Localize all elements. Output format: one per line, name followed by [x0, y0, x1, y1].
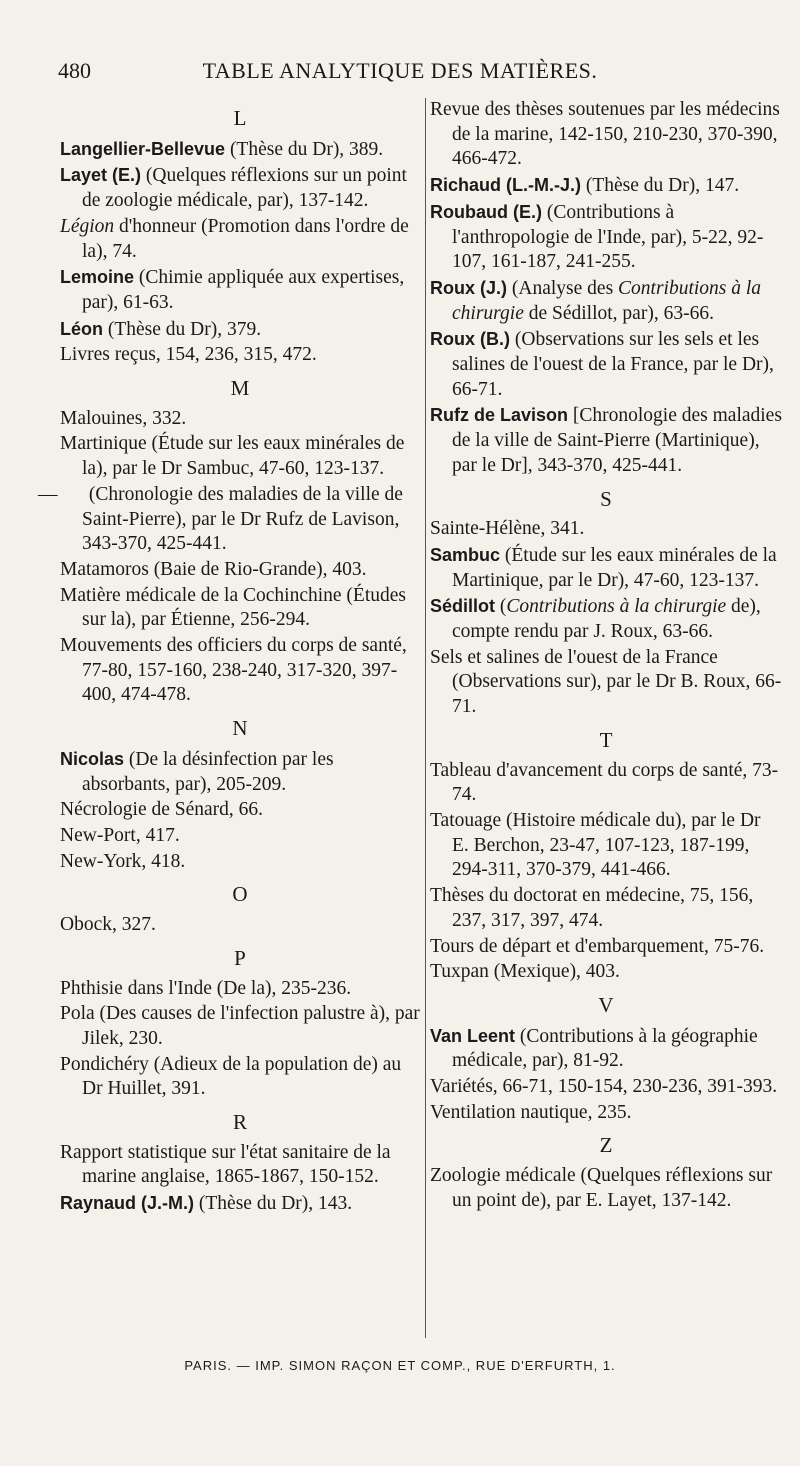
entry-italic-title: Contributions à la chirurgie	[452, 277, 762, 324]
index-entry: New-Port, 417.	[60, 824, 180, 846]
entry-text: (Thèse du Dr), 143.	[194, 1193, 353, 1215]
index-entry: Zoologie médicale (Quelques réflexions sur un point de), par E. Layet, 137-142.	[430, 1165, 773, 1211]
entry-headword: Roux (B.)	[430, 329, 510, 350]
ditto-dash: —	[38, 483, 58, 505]
index-entry: Tatouage (Histoire médicale du), par le Dr E. Berchon, 23-47, 107-123, 187-199, 294-311, 370-379, 441-466.	[430, 809, 761, 881]
entry-text: (Étude sur les eaux minérales de la Martinique, par le Dr), 47-60, 123-137.	[452, 544, 777, 591]
index-entry	[430, 200, 782, 275]
entry-headword: Langellier-Bellevue	[60, 138, 226, 159]
running-head: TABLE ANALYTIQUE DES MATIÈRES.	[202, 58, 598, 83]
entry-headword: Richaud (L.-M.-J.)	[430, 175, 581, 196]
index-entry	[430, 543, 782, 593]
section-letter-r: R	[232, 1110, 247, 1135]
entry-headword: Layet (E.)	[60, 165, 142, 186]
entry-text: d'honneur (Promotion dans l'ordre de la), 74.	[82, 215, 409, 262]
entry-headword: Légion	[60, 215, 115, 237]
section-letter-s: S	[600, 486, 612, 511]
entry-text: [Chronologie des maladies de la ville de Saint-Pierre (Martinique), par le Dr], 343-370, 425-441.	[452, 405, 782, 476]
index-entry	[60, 163, 420, 213]
index-entry: Matière médicale de la Cochinchine (Études sur la), par Étienne, 256-294.	[60, 584, 406, 631]
entry-headword: Sambuc	[430, 544, 501, 565]
index-entry: Variétés, 66-71, 150-154, 230-236, 391-393.	[430, 1076, 778, 1098]
section-letter-o: O	[232, 882, 248, 907]
entry-text: (Thèse du Dr), 389.	[225, 138, 384, 160]
entry-headword: Sédillot	[430, 596, 496, 617]
index-entry: Malouines, 332.	[60, 407, 187, 429]
section-letter-v: V	[598, 992, 614, 1017]
index-entry: Tuxpan (Mexique), 403.	[430, 961, 620, 983]
index-entry: Livres reçus, 154, 236, 315, 472.	[60, 344, 317, 366]
entry-headword: Van Leent	[430, 1025, 516, 1046]
entry-headword: Rufz de Lavison	[430, 405, 569, 426]
index-entry: Pola (Des causes de l'infection palustre à), par Jilek, 230.	[60, 1003, 420, 1049]
entry-italic-title: Contributions à la chirurgie	[506, 596, 727, 618]
right-column	[430, 98, 782, 1215]
index-entry: Sels et salines de l'ouest de la France (Observations sur), par le Dr B. Roux, 66-71.	[430, 646, 782, 718]
section-letter-p: P	[234, 945, 246, 970]
section-letter-z: Z	[599, 1133, 613, 1158]
index-entry: Thèses du doctorat en médecine, 75, 156, 237, 317, 397, 474.	[430, 885, 754, 931]
index-entry	[60, 1191, 420, 1217]
index-entry: Ventilation nautique, 235.	[430, 1101, 632, 1123]
entry-headword: Léon	[60, 318, 103, 339]
entry-text: (Thèse du Dr), 379.	[103, 318, 262, 340]
index-entry: Matamoros (Baie de Rio-Grande), 403.	[60, 558, 367, 580]
entry-text: de), compte rendu par J. Roux, 63-66.	[452, 596, 761, 643]
index-entry: New-York, 418.	[60, 850, 186, 872]
index-entry	[38, 483, 420, 557]
entry-text: (Thèse du Dr), 147.	[581, 175, 740, 197]
index-entry	[60, 215, 420, 264]
index-entry: Rapport statistique sur l'état sanitaire de la marine anglaise, 1865-1867, 150-152.	[60, 1141, 391, 1188]
index-entry: Pondichéry (Adieux de la population de) au Dr Huillet, 391.	[60, 1053, 402, 1100]
index-entry: Nécrologie de Sénard, 66.	[60, 799, 264, 821]
index-entry: Obock, 327.	[60, 914, 156, 936]
entry-headword: Raynaud (J.-M.)	[60, 1193, 195, 1214]
index-entry: Martinique (Étude sur les eaux minérales de la), par le Dr Sambuc, 47-60, 123-137.	[60, 433, 405, 480]
entry-text: de Sédillot, par), 63-66.	[523, 302, 714, 324]
entry-text: (Quelques réflexions sur un point de zoologie médicale, par), 137-142.	[82, 165, 407, 212]
index-entry	[60, 137, 420, 163]
entry-text: (Contributions à l'anthropologie de l'Inde, par), 5-22, 92-107, 161-187, 241-255.	[452, 201, 764, 273]
entry-text: (	[495, 596, 507, 618]
index-entry	[60, 747, 420, 797]
index-entry	[430, 173, 782, 199]
index-entry: Sainte-Hélène, 341.	[430, 518, 585, 540]
index-entry	[60, 265, 420, 315]
index-entry	[430, 276, 782, 326]
index-entry	[430, 327, 782, 402]
index-entry	[430, 403, 782, 478]
index-entry: Tours de départ et d'embarquement, 75-76.	[430, 935, 765, 957]
entry-headword: Roubaud (E.)	[430, 201, 542, 222]
entry-text: (Chronologie des maladies de la ville de Saint-Pierre), par le Dr Rufz de Lavison, 343-370, 425-441.	[82, 483, 403, 555]
index-entry	[60, 317, 420, 343]
index-entry: Mouvements des officiers du corps de santé, 77-80, 157-160, 238-240, 317-320, 397-400, 474-478.	[60, 635, 407, 706]
entry-text: (Analyse des	[507, 277, 619, 299]
entry-headword: Nicolas	[60, 748, 125, 769]
entry-text: (Contributions à la géographie médicale, par), 81-92.	[452, 1025, 758, 1072]
section-letter-l: L	[233, 106, 247, 130]
entry-headword: Lemoine	[60, 267, 135, 288]
section-letter-n: N	[232, 716, 248, 741]
printer-imprint: PARIS. — IMP. SIMON RAÇON ET COMP., RUE D'ERFURTH, 1.	[184, 1358, 616, 1373]
left-column	[38, 98, 420, 1218]
entry-headword: Roux (J.)	[430, 277, 508, 298]
index-entry: Tableau d'avancement du corps de santé, 73-74.	[430, 759, 779, 806]
index-entry	[430, 1024, 782, 1074]
index-entry: Phthisie dans l'Inde (De la), 235-236.	[60, 977, 352, 999]
section-letter-m: M	[230, 376, 250, 401]
page-number: 480	[58, 58, 91, 83]
entry-text: (De la désinfection par les absorbants, par), 205-209.	[82, 748, 334, 795]
section-letter-t: T	[599, 727, 613, 752]
index-entry	[430, 594, 782, 644]
index-entry: Revue des thèses soutenues par les médecins de la marine, 142-150, 210-230, 370-390, 466-472.	[430, 99, 780, 170]
column-divider	[425, 98, 426, 1338]
entry-text: (Chimie appliquée aux expertises, par), 61-63.	[82, 267, 405, 313]
entry-text: (Observations sur les sels et les salines de l'ouest de la France, par le Dr), 66-71.	[452, 329, 774, 400]
